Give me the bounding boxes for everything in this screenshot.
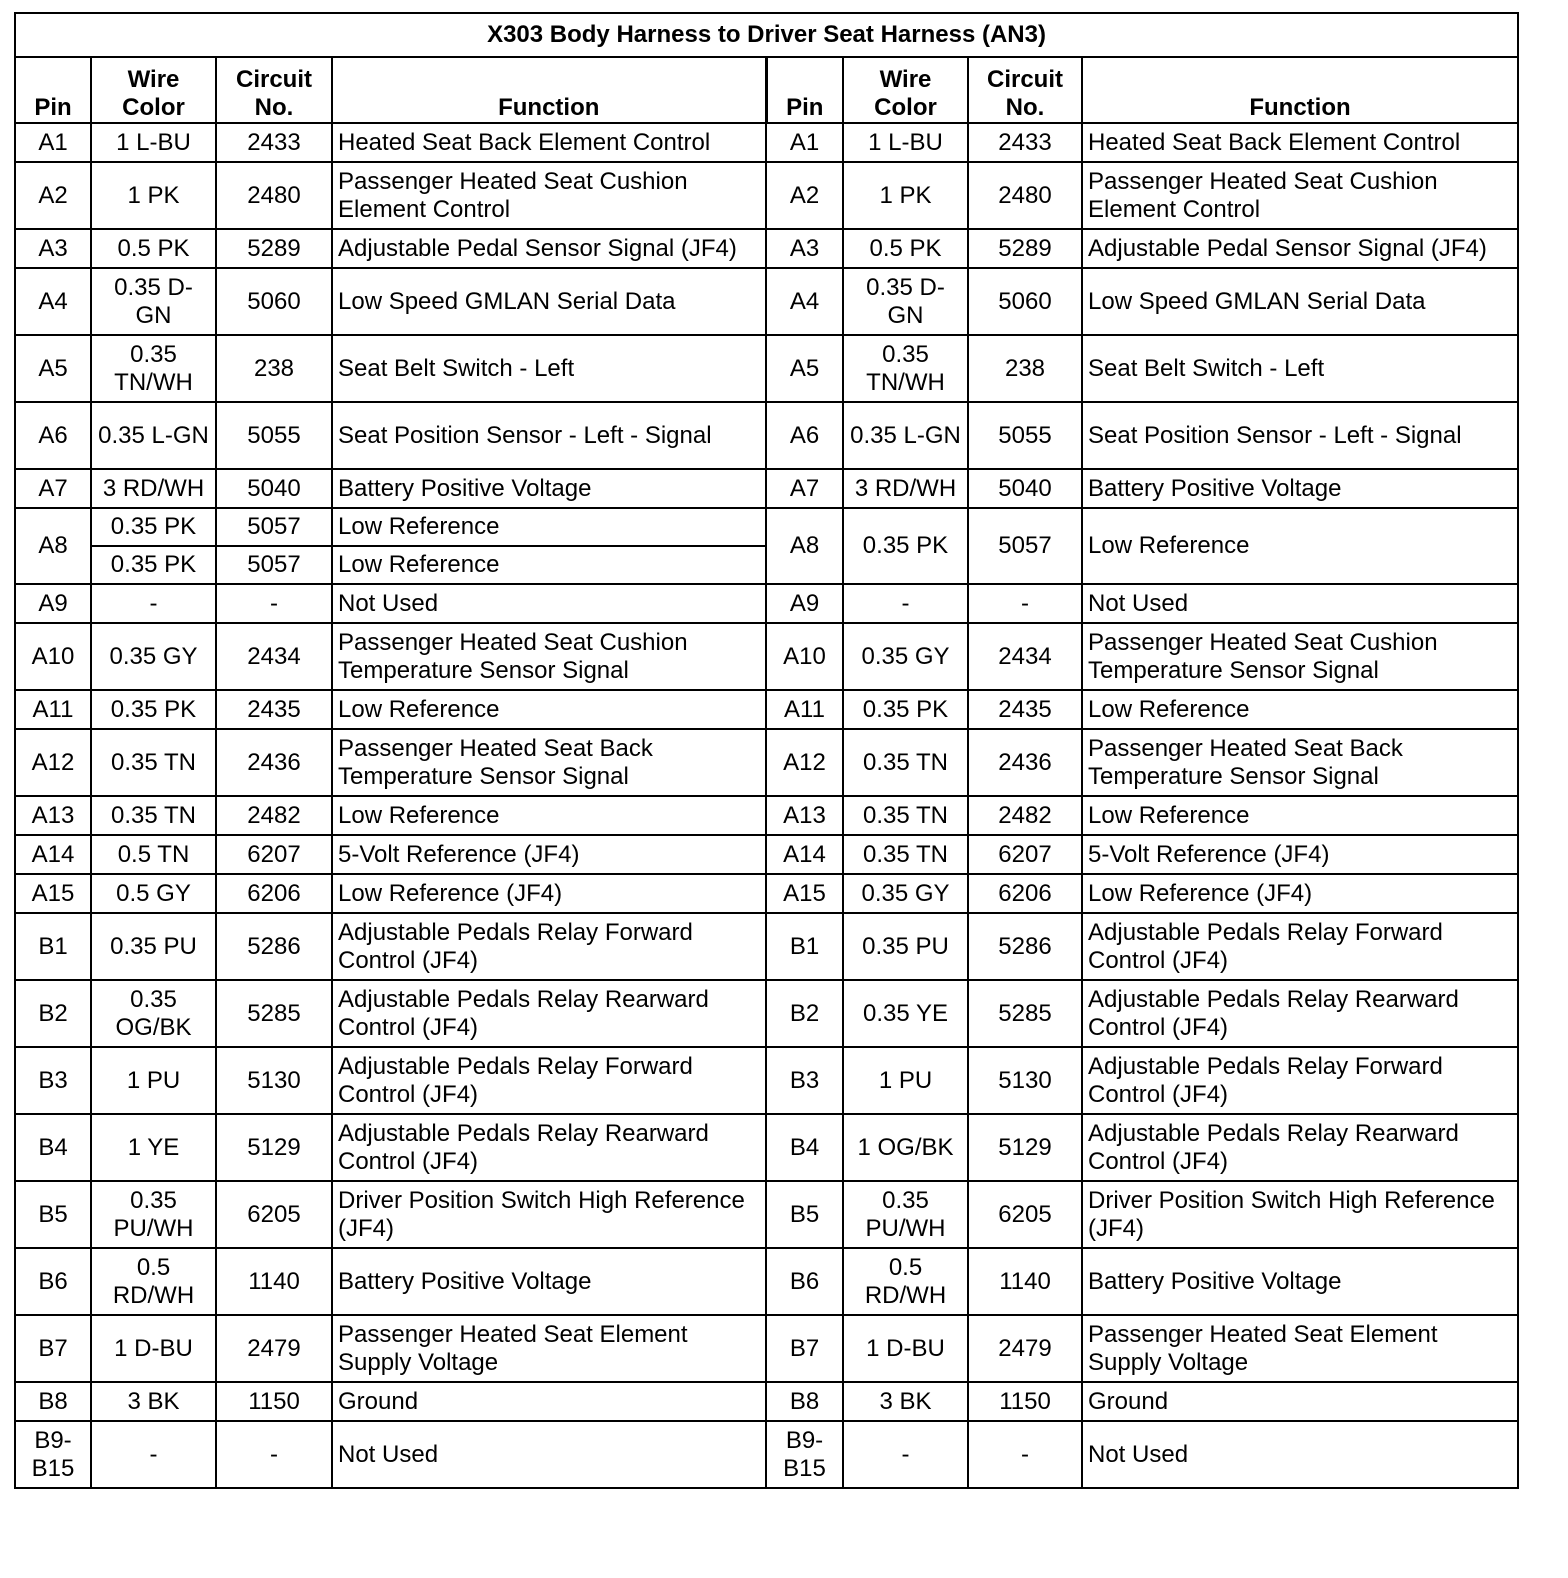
wire-color-cell-left: 0.35 GY [91,623,216,690]
circuit-cell-left: - [216,584,332,623]
function-cell-right: Passenger Heated Seat Back Temperature Sensor Signal [1082,729,1518,796]
wire-color-cell-right: 0.35 PK [843,690,968,729]
pin-cell-right: B3 [766,1047,843,1114]
table-row [15,469,1518,508]
table-row [15,623,1518,690]
pin-cell-left: B4 [15,1114,91,1181]
circuit-cell-left: 5285 [216,980,332,1047]
table-row [15,980,1518,1047]
pin-cell-right: A15 [766,874,843,913]
function-cell-left: Adjustable Pedals Relay Forward Control (JF4) [332,1047,766,1114]
pin-cell-right: A5 [766,335,843,402]
circuit-cell-right: 5286 [968,913,1082,980]
function-cell-right: Not Used [1082,584,1518,623]
pin-cell-right: B6 [766,1248,843,1315]
pin-cell-right: A7 [766,469,843,508]
wire-color-cell-right: - [843,584,968,623]
circuit-cell-left: 5040 [216,469,332,508]
pin-cell-left: B7 [15,1315,91,1382]
table-row [15,1421,1518,1488]
wire-color-cell-right: 3 BK [843,1382,968,1421]
pin-cell-right: B5 [766,1181,843,1248]
function-cell-right: Low Speed GMLAN Serial Data [1082,268,1518,335]
function-cell-right: Adjustable Pedals Relay Rearward Control (JF4) [1082,1114,1518,1181]
wire-color-cell-left: 1 YE [91,1114,216,1181]
header-function-right: Function [1082,57,1518,123]
circuit-cell-left: 5057 [216,546,332,584]
function-cell-left: Passenger Heated Seat Cushion Temperature Sensor Signal [332,623,766,690]
pin-cell-left: A8 [15,508,91,584]
circuit-cell-right: 238 [968,335,1082,402]
pin-cell-left: B5 [15,1181,91,1248]
table-row [15,1114,1518,1181]
function-cell-left: Ground [332,1382,766,1421]
header-function-left: Function [332,57,766,123]
table-row [15,796,1518,835]
pin-cell-right: A4 [766,268,843,335]
table-row [15,268,1518,335]
wire-color-cell-right: 0.35 TN [843,796,968,835]
circuit-cell-right: 5130 [968,1047,1082,1114]
function-cell-left: Low Reference [332,796,766,835]
function-cell-left: Low Speed GMLAN Serial Data [332,268,766,335]
function-cell-left: Low Reference (JF4) [332,874,766,913]
function-cell-left: Driver Position Switch High Reference (JF4) [332,1181,766,1248]
wire-color-cell-right: 0.35 TN [843,729,968,796]
table-row [15,335,1518,402]
pin-cell-right: A12 [766,729,843,796]
pin-cell-right: A14 [766,835,843,874]
pin-cell-right: A13 [766,796,843,835]
function-cell-left: Passenger Heated Seat Element Supply Voltage [332,1315,766,1382]
circuit-cell-right: 5055 [968,402,1082,469]
function-cell-left: Adjustable Pedals Relay Forward Control (JF4) [332,913,766,980]
column-header-row [15,57,1518,123]
table-row [15,729,1518,796]
pin-cell-left: B2 [15,980,91,1047]
wire-color-cell-left: 0.35 PU/WH [91,1181,216,1248]
header-wire-color-line2: Color [122,94,185,121]
header-wire-color-left [91,57,216,123]
header-pin-left: Pin [15,57,91,123]
circuit-cell-right: 2480 [968,162,1082,229]
wire-color-cell-right: 1 D-BU [843,1315,968,1382]
circuit-cell-right: 5289 [968,229,1082,268]
pin-cell-right: A8 [766,508,843,584]
pin-cell-right: B4 [766,1114,843,1181]
wire-color-cell-left: 0.35 PK [91,508,216,546]
wire-color-cell-right: 0.35 GY [843,623,968,690]
wire-color-cell-left: 0.35 OG/BK [91,980,216,1047]
circuit-cell-right: 5040 [968,469,1082,508]
function-cell-right: Passenger Heated Seat Cushion Element Control [1082,162,1518,229]
table-row [15,913,1518,980]
pin-cell-left: A7 [15,469,91,508]
wire-color-cell-left: 0.5 TN [91,835,216,874]
function-cell-right: Seat Belt Switch - Left [1082,335,1518,402]
header-wire-color-line2: Color [874,94,937,121]
function-cell-left: Battery Positive Voltage [332,1248,766,1315]
pin-cell-left: A13 [15,796,91,835]
function-cell-right: Low Reference [1082,796,1518,835]
pin-cell-left: A15 [15,874,91,913]
function-cell-left: 5-Volt Reference (JF4) [332,835,766,874]
pin-cell-left: B3 [15,1047,91,1114]
function-cell-right: Driver Position Switch High Reference (JF4) [1082,1181,1518,1248]
wire-color-cell-right: 0.35 YE [843,980,968,1047]
circuit-cell-left: 6205 [216,1181,332,1248]
pin-cell-left: B8 [15,1382,91,1421]
header-circuit-line2: No. [1005,94,1045,121]
circuit-cell-right: 5285 [968,980,1082,1047]
function-cell-left: Passenger Heated Seat Back Temperature Sensor Signal [332,729,766,796]
function-cell-left: Battery Positive Voltage [332,469,766,508]
circuit-cell-left: 5060 [216,268,332,335]
circuit-cell-right: 2479 [968,1315,1082,1382]
function-cell-right: Not Used [1082,1421,1518,1488]
pin-cell-left: A1 [15,123,91,162]
circuit-cell-left: 2433 [216,123,332,162]
pin-cell-right: B9-B15 [766,1421,843,1488]
table-row [15,508,1518,546]
table-row [15,162,1518,229]
circuit-cell-right: 2482 [968,796,1082,835]
pin-cell-right: B2 [766,980,843,1047]
wire-color-cell-right: 1 OG/BK [843,1114,968,1181]
wire-color-cell-left: 0.35 D-GN [91,268,216,335]
function-cell-left: Adjustable Pedal Sensor Signal (JF4) [332,229,766,268]
function-cell-right: Adjustable Pedals Relay Forward Control (JF4) [1082,1047,1518,1114]
pin-cell-left: B9-B15 [15,1421,91,1488]
function-cell-left: Heated Seat Back Element Control [332,123,766,162]
function-cell-right: Adjustable Pedal Sensor Signal (JF4) [1082,229,1518,268]
circuit-cell-right: - [968,584,1082,623]
header-circuit-no-left [216,57,332,123]
circuit-cell-left: 2436 [216,729,332,796]
circuit-cell-left: 6206 [216,874,332,913]
pin-cell-left: A9 [15,584,91,623]
function-cell-right: Passenger Heated Seat Element Supply Voltage [1082,1315,1518,1382]
wire-color-cell-left: 0.5 GY [91,874,216,913]
pin-cell-right: A9 [766,584,843,623]
wire-color-cell-right: 0.35 PU/WH [843,1181,968,1248]
wire-color-cell-right: 0.35 D-GN [843,268,968,335]
function-cell-right: Low Reference [1082,690,1518,729]
circuit-cell-left: 238 [216,335,332,402]
pin-cell-right: B1 [766,913,843,980]
pin-cell-left: A3 [15,229,91,268]
function-cell-left: Not Used [332,584,766,623]
wire-color-cell-left: 1 PU [91,1047,216,1114]
circuit-cell-left: 5129 [216,1114,332,1181]
wire-color-cell-left: 0.35 TN [91,729,216,796]
circuit-cell-left: 5130 [216,1047,332,1114]
pin-cell-left: A2 [15,162,91,229]
header-circuit-no-right [968,57,1082,123]
wire-color-cell-right: 1 PU [843,1047,968,1114]
function-cell-left: Adjustable Pedals Relay Rearward Control (JF4) [332,980,766,1047]
function-cell-right: Battery Positive Voltage [1082,469,1518,508]
wire-color-cell-left: 3 RD/WH [91,469,216,508]
circuit-cell-right: 6205 [968,1181,1082,1248]
circuit-cell-right: 2436 [968,729,1082,796]
function-cell-left: Not Used [332,1421,766,1488]
wire-color-cell-right: - [843,1421,968,1488]
pin-cell-left: A12 [15,729,91,796]
function-cell-right: Passenger Heated Seat Cushion Temperature Sensor Signal [1082,623,1518,690]
wire-color-cell-right: 1 PK [843,162,968,229]
circuit-cell-right: 5129 [968,1114,1082,1181]
function-cell-right: Ground [1082,1382,1518,1421]
circuit-cell-right: - [968,1421,1082,1488]
wire-color-cell-right: 0.35 PU [843,913,968,980]
table-row [15,229,1518,268]
wire-color-cell-left: 1 L-BU [91,123,216,162]
function-cell-right: Adjustable Pedals Relay Forward Control (JF4) [1082,913,1518,980]
pin-cell-right: B8 [766,1382,843,1421]
circuit-cell-right: 2435 [968,690,1082,729]
pin-cell-left: A6 [15,402,91,469]
pin-cell-left: B1 [15,913,91,980]
wire-color-cell-right: 0.35 PK [843,508,968,584]
pin-cell-left: B6 [15,1248,91,1315]
function-cell-left: Low Reference [332,546,766,584]
wire-color-cell-left: 0.5 PK [91,229,216,268]
wire-color-cell-left: 0.35 TN [91,796,216,835]
circuit-cell-left: - [216,1421,332,1488]
circuit-cell-left: 2482 [216,796,332,835]
pin-cell-right: A1 [766,123,843,162]
function-cell-right: Low Reference (JF4) [1082,874,1518,913]
wire-color-cell-left: 0.35 PK [91,546,216,584]
table-row [15,1181,1518,1248]
function-cell-left: Adjustable Pedals Relay Rearward Control (JF4) [332,1114,766,1181]
pin-cell-left: A11 [15,690,91,729]
circuit-cell-left: 2479 [216,1315,332,1382]
circuit-cell-right: 5060 [968,268,1082,335]
wire-color-cell-left: 1 D-BU [91,1315,216,1382]
header-wire-color-right [843,57,968,123]
circuit-cell-left: 1140 [216,1248,332,1315]
wire-color-cell-right: 0.5 PK [843,229,968,268]
header-circuit-line1: Circuit [986,66,1063,93]
header-circuit-line1: Circuit [235,66,312,93]
table-row [15,835,1518,874]
header-pin-right: Pin [766,57,843,123]
circuit-cell-right: 2434 [968,623,1082,690]
table-row [15,874,1518,913]
circuit-cell-left: 2434 [216,623,332,690]
circuit-cell-right: 2433 [968,123,1082,162]
table-row [15,1382,1518,1421]
function-cell-right: Heated Seat Back Element Control [1082,123,1518,162]
wire-color-cell-right: 0.35 L-GN [843,402,968,469]
table-row [15,584,1518,623]
table-row [15,1047,1518,1114]
circuit-cell-left: 1150 [216,1382,332,1421]
pin-cell-right: B7 [766,1315,843,1382]
function-cell-right: Battery Positive Voltage [1082,1248,1518,1315]
wire-color-cell-left: 0.5 RD/WH [91,1248,216,1315]
wire-color-cell-right: 0.5 RD/WH [843,1248,968,1315]
pin-cell-right: A11 [766,690,843,729]
wire-color-cell-right: 0.35 TN/WH [843,335,968,402]
table-title: X303 Body Harness to Driver Seat Harness (AN3) [15,13,1518,57]
wire-color-cell-right: 3 RD/WH [843,469,968,508]
circuit-cell-left: 2435 [216,690,332,729]
wire-color-cell-left: 3 BK [91,1382,216,1421]
function-cell-left: Seat Position Sensor - Left - Signal [332,402,766,469]
header-wire-color-line1: Wire [879,66,932,93]
function-cell-left: Low Reference [332,508,766,546]
table-row [15,1248,1518,1315]
pin-cell-right: A6 [766,402,843,469]
pin-cell-left: A10 [15,623,91,690]
pin-cell-right: A10 [766,623,843,690]
function-cell-left: Passenger Heated Seat Cushion Element Control [332,162,766,229]
table-row [15,690,1518,729]
wire-color-cell-left: 0.35 PK [91,690,216,729]
wire-color-cell-left: 1 PK [91,162,216,229]
circuit-cell-right: 1150 [968,1382,1082,1421]
wire-color-cell-right: 1 L-BU [843,123,968,162]
wire-color-cell-left: - [91,584,216,623]
wire-color-cell-left: 0.35 PU [91,913,216,980]
circuit-cell-left: 6207 [216,835,332,874]
pin-cell-left: A14 [15,835,91,874]
wire-color-cell-left: 0.35 L-GN [91,402,216,469]
wire-color-cell-right: 0.35 GY [843,874,968,913]
wire-color-cell-left: - [91,1421,216,1488]
circuit-cell-left: 5289 [216,229,332,268]
header-circuit-line2: No. [254,94,294,121]
pin-cell-right: A2 [766,162,843,229]
pin-cell-left: A5 [15,335,91,402]
header-wire-color-line1: Wire [127,66,180,93]
circuit-cell-right: 5057 [968,508,1082,584]
function-cell-right: 5-Volt Reference (JF4) [1082,835,1518,874]
pin-cell-right: A3 [766,229,843,268]
function-cell-right: Adjustable Pedals Relay Rearward Control (JF4) [1082,980,1518,1047]
circuit-cell-right: 6206 [968,874,1082,913]
circuit-cell-left: 2480 [216,162,332,229]
circuit-cell-right: 1140 [968,1248,1082,1315]
wire-color-cell-right: 0.35 TN [843,835,968,874]
wire-color-cell-left: 0.35 TN/WH [91,335,216,402]
function-cell-right: Low Reference [1082,508,1518,584]
circuit-cell-left: 5055 [216,402,332,469]
pin-cell-left: A4 [15,268,91,335]
harness-pinout-table [14,12,1519,1489]
function-cell-left: Seat Belt Switch - Left [332,335,766,402]
table-body [15,123,1518,1488]
table-row [15,123,1518,162]
circuit-cell-left: 5286 [216,913,332,980]
circuit-cell-right: 6207 [968,835,1082,874]
table-row [15,1315,1518,1382]
table-row [15,402,1518,469]
function-cell-left: Low Reference [332,690,766,729]
circuit-cell-left: 5057 [216,508,332,546]
function-cell-right: Seat Position Sensor - Left - Signal [1082,402,1518,469]
